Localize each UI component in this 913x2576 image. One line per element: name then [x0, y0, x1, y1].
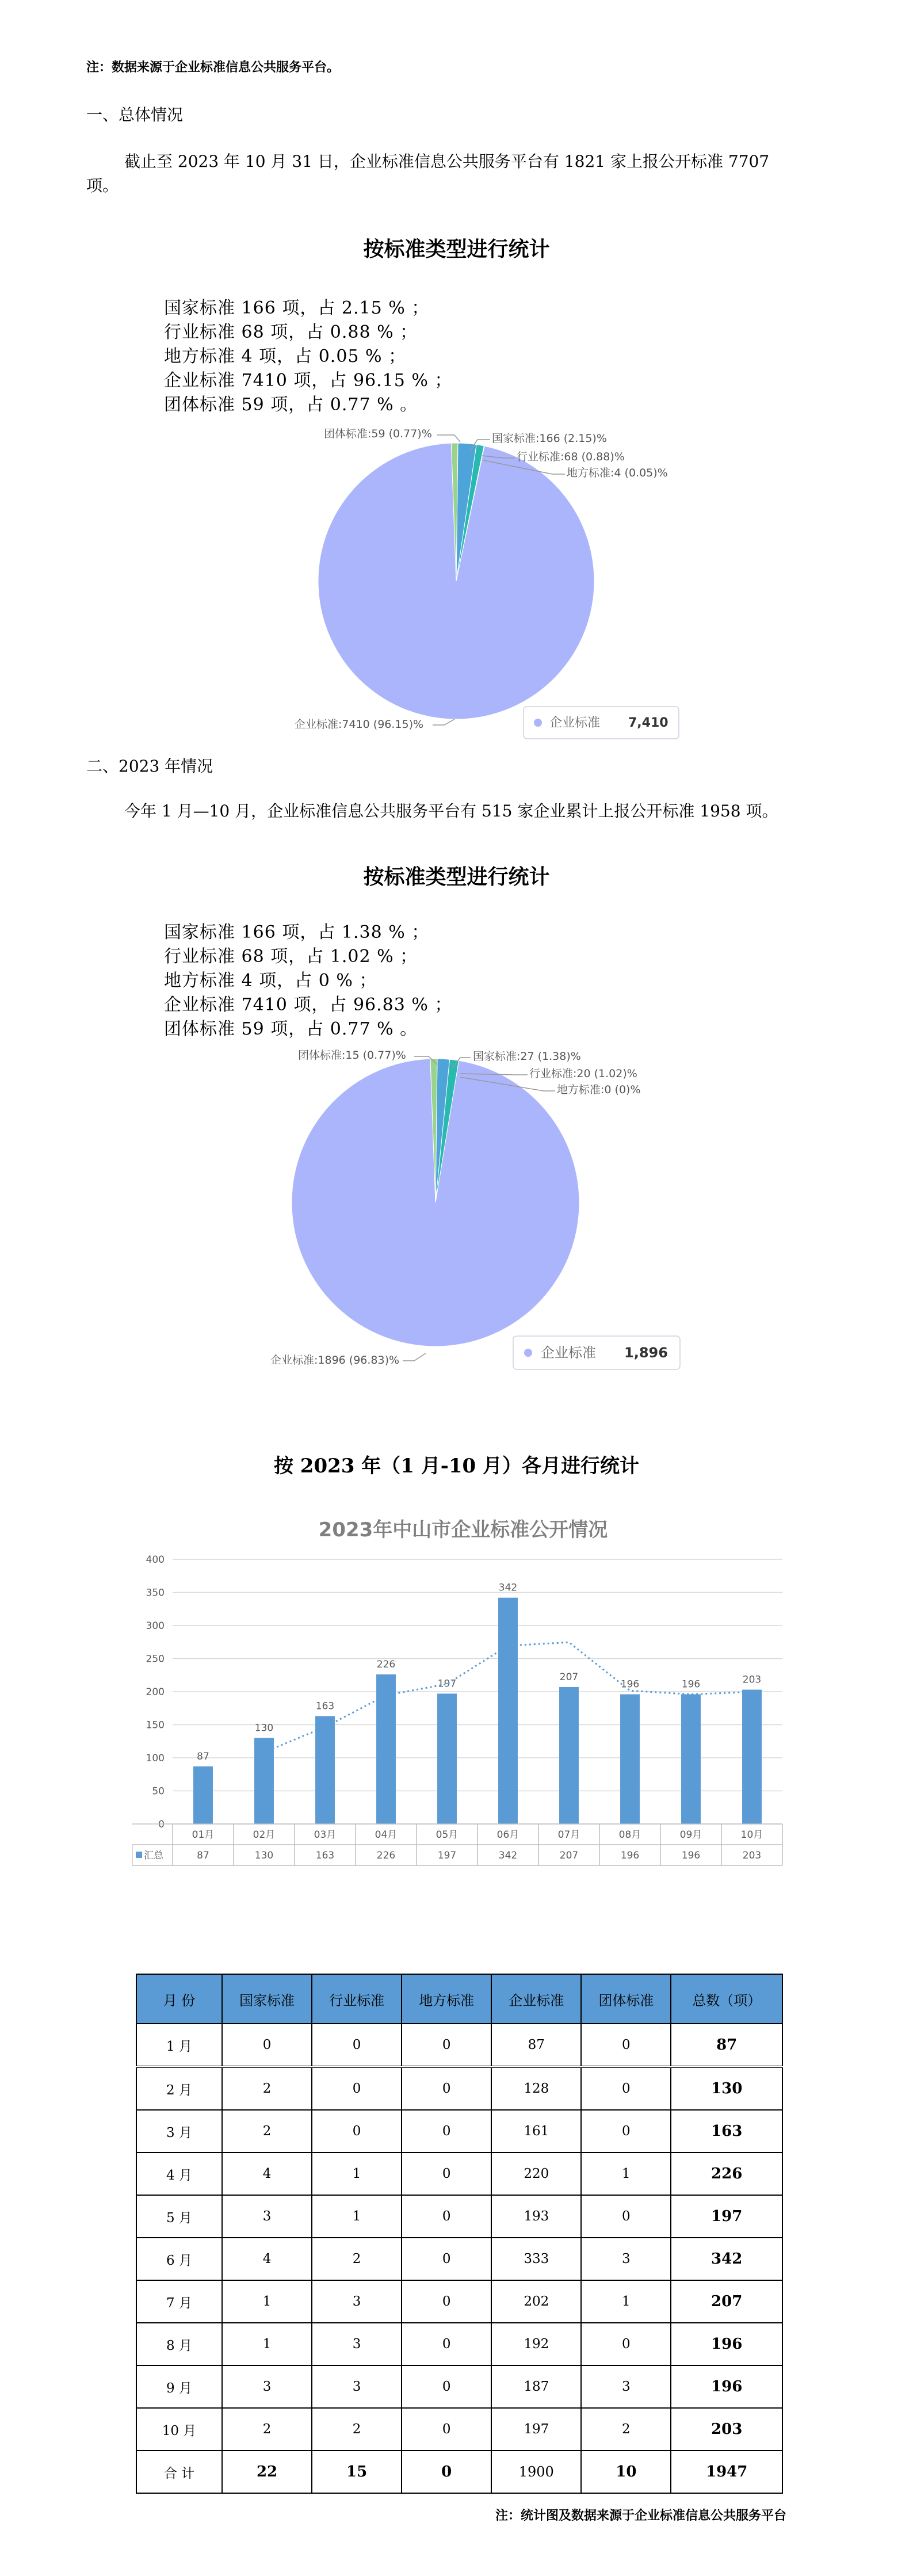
table-value: 197 [437, 1850, 457, 1861]
section1-paragraph-line2: 项。 [86, 176, 119, 195]
stat-line: 地方标准 4 项，占 0 % ； [164, 971, 377, 991]
bar-06月[interactable] [498, 1598, 518, 1824]
section1-heading: 一、总体情况 [86, 105, 184, 124]
table-cell: 2 [222, 2110, 312, 2153]
table-row [136, 2408, 782, 2451]
pie2-slices [292, 1059, 579, 1346]
table-cell: 0 [581, 2024, 671, 2067]
table-value: 87 [197, 1850, 209, 1861]
table-cell: 197 [491, 2408, 581, 2451]
leader-line [403, 1353, 426, 1361]
x-tick-label: 05月 [436, 1829, 459, 1841]
table-cell: 1 [581, 2153, 671, 2195]
table-cell: 1 [222, 2323, 312, 2365]
section1-stats [164, 296, 452, 417]
table-cell: 333 [491, 2238, 581, 2280]
table-cell: 3 月 [136, 2110, 222, 2153]
table-row [136, 2323, 782, 2365]
table-cell: 0 [312, 2067, 402, 2110]
table-cell: 2 [312, 2238, 402, 2280]
pie1-slices [318, 443, 594, 719]
table-row [136, 2110, 782, 2153]
y-tick-label: 100 [146, 1753, 165, 1764]
bar-05月[interactable] [437, 1693, 457, 1824]
x-tick-label: 03月 [314, 1829, 337, 1841]
pie-label-local: 地方标准:4 (0.05)% [567, 467, 668, 479]
table-cell: 193 [491, 2195, 581, 2238]
table-cell: 1 月 [136, 2024, 222, 2067]
legend-label: 汇总 [144, 1850, 163, 1861]
table-cell: 220 [491, 2153, 581, 2195]
leader-line [437, 435, 460, 442]
x-tick-label: 04月 [375, 1829, 398, 1841]
pie-label-national: 国家标准:27 (1.38)% [473, 1050, 581, 1063]
table-cell: 196 [671, 2323, 782, 2365]
table-cell: 5 月 [136, 2195, 222, 2238]
table-value: 196 [681, 1850, 701, 1861]
pie-label-national: 国家标准:166 (2.15)% [492, 432, 607, 445]
table-cell: 342 [671, 2238, 782, 2280]
table-value: 163 [315, 1850, 335, 1861]
bar-02月[interactable] [254, 1738, 274, 1825]
monthly-table [136, 1974, 783, 2494]
table-cell: 1 [581, 2280, 671, 2323]
table-header: 行业标准 [312, 1974, 402, 2024]
bar-data-label: 207 [559, 1671, 579, 1683]
x-tick-label: 08月 [618, 1829, 641, 1841]
bar-data-label: 203 [742, 1674, 762, 1686]
table-cell: 4 [222, 2238, 312, 2280]
table-cell: 161 [491, 2110, 581, 2153]
y-tick-label: 400 [146, 1554, 165, 1566]
table-header: 总数（项） [671, 1974, 782, 2024]
x-tick-label: 09月 [679, 1829, 702, 1841]
table-cell: 0 [402, 2365, 491, 2408]
section3-chart-title: 按 2023 年（1 月-10 月）各月进行统计 [273, 1455, 640, 1478]
pie-label-local: 地方标准:0 (0)% [557, 1083, 641, 1096]
pie-label-group: 团体标准:59 (0.77)% [324, 428, 432, 440]
table-cell: 0 [581, 2067, 671, 2110]
stat-line: 行业标准 68 项，占 0.88 % ； [164, 322, 418, 342]
bar-04月[interactable] [376, 1674, 396, 1824]
table-cell: 192 [491, 2323, 581, 2365]
table-cell: 226 [671, 2153, 782, 2195]
table-cell: 3 [222, 2365, 312, 2408]
table-cell: 0 [402, 2110, 491, 2153]
x-tick-label: 01月 [192, 1829, 215, 1841]
table-value: 130 [254, 1850, 274, 1861]
table-cell: 3 [312, 2323, 402, 2365]
tooltip-name: 企业标准 [549, 716, 601, 730]
table-value: 342 [498, 1850, 518, 1861]
bar-01月[interactable] [193, 1766, 213, 1824]
section2-chart-title: 按标准类型进行统计 [363, 865, 550, 889]
table-value: 196 [620, 1850, 640, 1861]
table-cell: 0 [402, 2323, 491, 2365]
table-cell: 9 月 [136, 2365, 222, 2408]
section2-heading: 二、2023 年情况 [86, 757, 213, 776]
table-cell: 3 [222, 2195, 312, 2238]
table-header: 团体标准 [581, 1974, 671, 2024]
table-cell: 2 [581, 2408, 671, 2451]
table-cell: 1 [222, 2280, 312, 2323]
table-row [136, 2451, 782, 2493]
bar-data-label: 87 [197, 1750, 209, 1762]
table-cell: 196 [671, 2365, 782, 2408]
table-row [136, 2365, 782, 2408]
table-header: 国家标准 [222, 1974, 312, 2024]
table-cell: 1 [312, 2153, 402, 2195]
bar-data-label: 197 [437, 1678, 457, 1690]
bar-09月[interactable] [681, 1695, 701, 1824]
pie-chart-overall [0, 414, 913, 748]
y-tick-label: 0 [158, 1819, 165, 1830]
legend-swatch [136, 1852, 142, 1858]
table-cell: 0 [312, 2110, 402, 2153]
bar-data-label: 196 [681, 1678, 701, 1690]
pie-label-group: 团体标准:15 (0.77)% [298, 1049, 406, 1062]
stat-line: 团体标准 59 项，占 0.77 % 。 [164, 395, 418, 415]
section2-stats [164, 921, 452, 1041]
table-cell: 4 [222, 2153, 312, 2195]
table-cell: 8 月 [136, 2323, 222, 2365]
table-cell: 2 月 [136, 2067, 222, 2110]
stat-line: 团体标准 59 项，占 0.77 % 。 [164, 1019, 418, 1039]
table-cell: 10 [581, 2451, 671, 2493]
x-tick-label: 10月 [740, 1829, 763, 1841]
table-cell: 3 [581, 2365, 671, 2408]
table-cell: 0 [312, 2024, 402, 2067]
table-cell: 0 [402, 2408, 491, 2451]
table-cell: 0 [402, 2238, 491, 2280]
y-tick-label: 300 [146, 1620, 165, 1632]
bar-data-label: 163 [315, 1700, 335, 1712]
table-cell: 0 [402, 2153, 491, 2195]
table-cell: 0 [402, 2195, 491, 2238]
table-cell: 1900 [491, 2451, 581, 2493]
table-header: 月 份 [136, 1974, 222, 2024]
leader-line [433, 719, 454, 725]
table-cell: 6 月 [136, 2238, 222, 2280]
bar-data-label: 130 [254, 1722, 274, 1734]
bar-data-label: 342 [498, 1582, 518, 1594]
table-value: 226 [376, 1850, 396, 1861]
table-cell: 22 [222, 2451, 312, 2493]
bar-data-label: 196 [620, 1678, 640, 1690]
table-cell: 3 [581, 2238, 671, 2280]
table-row [136, 2280, 782, 2323]
tooltip-name: 企业标准 [541, 1345, 596, 1361]
y-tick-label: 200 [146, 1686, 165, 1698]
stat-line: 地方标准 4 项，占 0.05 % ； [164, 346, 407, 367]
y-tick-label: 150 [146, 1719, 165, 1731]
pie-label-industry: 行业标准:68 (0.88)% [517, 451, 625, 463]
bar-07月[interactable] [559, 1687, 579, 1824]
table-cell: 15 [312, 2451, 402, 2493]
table-cell: 0 [402, 2451, 491, 2493]
stat-line: 国家标准 166 项，占 1.38 % ； [164, 922, 430, 942]
tooltip-value: 1,896 [624, 1345, 668, 1361]
table-cell: 2 [312, 2408, 402, 2451]
section1-paragraph-line1: 截止至 2023 年 10 月 31 日，企业标准信息公共服务平台有 1821 家上报公开标准 7707 [124, 152, 770, 171]
pie-label-enterprise: 企业标准:1896 (96.83)% [270, 1354, 400, 1367]
table-cell: 87 [671, 2024, 782, 2067]
pie-label-enterprise: 企业标准:7410 (96.15)% [295, 718, 424, 731]
table-cell: 0 [581, 2195, 671, 2238]
table-cell: 10 月 [136, 2408, 222, 2451]
x-tick-label: 02月 [253, 1829, 276, 1841]
tooltip-value: 7,410 [628, 716, 668, 730]
y-tick-label: 50 [152, 1785, 165, 1798]
table-cell: 130 [671, 2067, 782, 2110]
table-cell: 4 月 [136, 2153, 222, 2195]
table-header: 地方标准 [402, 1974, 491, 2024]
section2-paragraph: 今年 1 月—10 月，企业标准信息公共服务平台有 515 家企业累计上报公开标准 1958 项。 [124, 802, 778, 820]
stat-line: 行业标准 68 项，占 1.02 % ； [164, 947, 418, 967]
table-cell: 0 [402, 2024, 491, 2067]
table-cell: 2 [222, 2408, 312, 2451]
x-tick-label: 06月 [496, 1829, 519, 1841]
table-cell: 1 [312, 2195, 402, 2238]
pie1-tooltip [524, 707, 679, 739]
pie-label-industry: 行业标准:20 (1.02)% [529, 1067, 637, 1080]
table-header-row [136, 1974, 782, 2024]
table-row [136, 2067, 782, 2110]
table-cell: 2 [222, 2067, 312, 2110]
table-cell: 0 [402, 2280, 491, 2323]
table-row [136, 2153, 782, 2195]
table-cell: 197 [671, 2195, 782, 2238]
table-cell: 1947 [671, 2451, 782, 2493]
table-cell: 合 计 [136, 2451, 222, 2493]
source-note-bottom: 注：统计图及数据来源于企业标准信息公共服务平台 [495, 2508, 786, 2523]
bar-chart-title: 2023年中山市企业标准公开情况 [318, 1518, 608, 1541]
table-cell: 0 [402, 2067, 491, 2110]
table-cell: 0 [581, 2110, 671, 2153]
bar-chart-monthly [132, 1505, 794, 1919]
table-cell: 163 [671, 2110, 782, 2153]
table-cell: 87 [491, 2024, 581, 2067]
stat-line: 企业标准 7410 项，占 96.15 % ； [164, 371, 453, 391]
section1-chart-title: 按标准类型进行统计 [363, 237, 550, 261]
stat-line: 国家标准 166 项，占 2.15 % ； [164, 298, 430, 318]
pie2-tooltip [513, 1336, 680, 1369]
bar-marks [193, 1582, 762, 1824]
bar-data-table [132, 1824, 782, 1865]
table-cell: 128 [491, 2067, 581, 2110]
table-cell: 202 [491, 2280, 581, 2323]
y-tick-label: 350 [146, 1587, 165, 1599]
table-cell: 187 [491, 2365, 581, 2408]
x-tick-label: 07月 [557, 1829, 580, 1841]
table-cell: 0 [581, 2323, 671, 2365]
bar-08月[interactable] [620, 1695, 640, 1824]
table-cell: 207 [671, 2280, 782, 2323]
table-row [136, 2238, 782, 2280]
bar-03月[interactable] [315, 1716, 335, 1824]
table-header: 企业标准 [491, 1974, 581, 2024]
table-cell: 203 [671, 2408, 782, 2451]
table-row [136, 2024, 782, 2067]
pie-chart-2023 [0, 1036, 913, 1375]
table-cell: 3 [312, 2365, 402, 2408]
table-value: 207 [559, 1850, 579, 1861]
stat-line: 企业标准 7410 项，占 96.83 % ； [164, 995, 453, 1015]
table-cell: 7 月 [136, 2280, 222, 2323]
table-value: 203 [742, 1850, 762, 1861]
bar-data-label: 226 [376, 1659, 396, 1671]
source-note-top: 注：数据来源于企业标准信息公共服务平台。 [86, 60, 340, 75]
bar-10月[interactable] [742, 1690, 762, 1824]
table-cell: 0 [222, 2024, 312, 2067]
table-row [136, 2195, 782, 2238]
y-tick-label: 250 [146, 1653, 165, 1665]
table-cell: 3 [312, 2280, 402, 2323]
